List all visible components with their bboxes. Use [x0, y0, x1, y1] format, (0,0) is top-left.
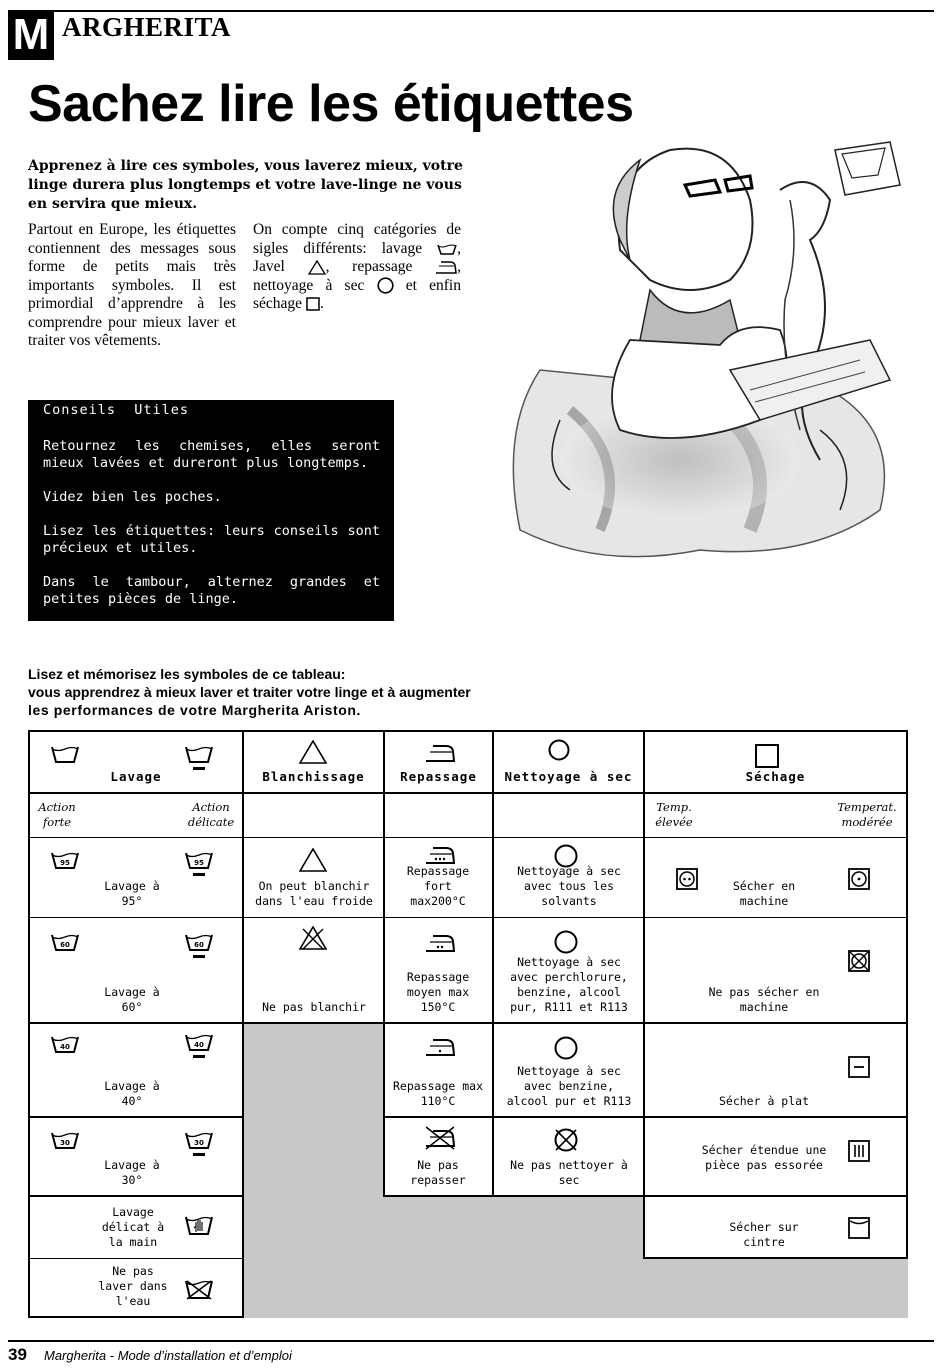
svg-text:95: 95	[60, 859, 70, 867]
no-dryclean-icon	[552, 1126, 580, 1154]
sechage-5-label: Sécher sur cintre	[729, 1220, 799, 1249]
body-column-2	[253, 221, 461, 314]
dryclean-benzine-icon	[554, 1036, 578, 1060]
dry-flat-icon	[848, 1056, 870, 1078]
wash-30-icon	[50, 1130, 80, 1150]
wash-60-delicate-icon	[184, 932, 214, 962]
iron-low-icon	[425, 1038, 455, 1056]
header-lavage: Lavage	[110, 769, 162, 784]
lavage-95-label: Lavage à 95°	[104, 879, 160, 908]
sechage-3-label: Sécher à plat	[718, 1094, 809, 1108]
repassage-4-label: Ne pas repasser	[410, 1158, 466, 1187]
tip-item: Retournez les chemises, elles seront mieux lavées et dureront plus longtemps.	[43, 438, 380, 471]
tips-heading: Conseils Utiles	[43, 402, 190, 418]
subheader-temp-elevee: Temp. élevée	[655, 800, 693, 829]
wash-60-icon	[50, 932, 80, 952]
wash-95-delicate-icon	[184, 850, 214, 880]
no-tumble-dry-icon	[848, 950, 870, 972]
blanchissage-1-label: On peut blanchir dans l'eau froide	[255, 879, 373, 908]
wash-30-delicate-icon	[184, 1130, 214, 1160]
col2-text-2: , Javel	[253, 239, 461, 275]
caption-line: vous apprendrez à mieux laver et traiter votre linge et à augmenter	[28, 684, 471, 700]
nettoyage-1-label: Nettoyage à sec avec tous les solvants	[517, 864, 621, 908]
no-bleach-icon	[299, 926, 327, 950]
woman-laundry-illustration	[480, 130, 920, 570]
wash-40-delicate-icon	[184, 1032, 214, 1062]
body-column-1: Partout en Europe, les étiquettes contiennent des messages sous forme de petits mais très importants symboles. Il est primordial d’apprendre à les comprendre pour mieux laver et traiter vos vêtements.	[28, 221, 236, 349]
svg-text:30: 30	[194, 1139, 204, 1147]
repassage-1-label: Repassage fort max200°C	[406, 864, 470, 908]
do-not-wash-icon	[184, 1278, 214, 1300]
hand-wash-icon	[184, 1214, 214, 1236]
header-nettoyage: Nettoyage à sec	[504, 769, 633, 784]
no-iron-icon	[422, 1124, 458, 1150]
svg-text:40: 40	[60, 1043, 70, 1051]
subheader-temp-moderee: Temperat. modérée	[837, 800, 897, 829]
nettoyage-2-label: Nettoyage à sec avec perchlorure, benzine, alcool pur, R111 et R113	[510, 955, 628, 1014]
dryclean-circle-icon	[377, 277, 394, 294]
lavage-30-label: Lavage à 30°	[104, 1158, 160, 1187]
wash-95-icon	[50, 850, 80, 870]
dryclean-circle-icon	[548, 739, 570, 761]
dry-square-icon	[755, 744, 779, 768]
wash-40-icon	[50, 1034, 80, 1054]
empty-region	[243, 1023, 384, 1318]
dry-square-icon	[306, 297, 320, 311]
iron-icon	[435, 260, 457, 274]
caption-line: les performances de votre Margherita Ariston.	[28, 702, 362, 718]
sechage-4-label: Sécher étendue une pièce pas essorée	[701, 1143, 827, 1172]
footer-rule	[8, 1340, 934, 1342]
blanchissage-2-label: Ne pas blanchir	[262, 1000, 366, 1014]
intro-text: Apprenez à lire ces symboles, vous laverez mieux, votre linge durera plus longtemps et votre lave-linge ne vous en servira que mieux.	[28, 158, 463, 212]
iron-medium-icon	[425, 934, 455, 952]
sechage-2-label: Ne pas sécher en machine	[708, 985, 820, 1014]
care-symbols-table	[28, 730, 910, 1318]
col2-text-6: .	[319, 295, 324, 312]
tip-item: Dans le tambour, alternez grandes et petites pièces de linge.	[43, 574, 380, 607]
svg-text:30: 30	[60, 1139, 70, 1147]
iron-icon	[425, 744, 455, 762]
lavage-nepas-label: Ne pas laver dans l'eau	[98, 1264, 168, 1308]
col2-text-5: et enfin séchage	[253, 276, 461, 312]
tips-box	[28, 400, 394, 621]
header-repassage: Repassage	[400, 769, 477, 784]
svg-text:60: 60	[194, 941, 204, 949]
bleach-triangle-icon	[308, 260, 326, 275]
nettoyage-3-label: Nettoyage à sec avec benzine, alcool pur et R113	[506, 1064, 632, 1108]
dryclean-perchlorure-icon	[554, 930, 578, 954]
wash-tub-icon	[437, 243, 457, 255]
empty-region	[643, 1257, 908, 1318]
header-blanchissage: Blanchissage	[262, 769, 365, 784]
repassage-2-label: Repassage moyen max 150°C	[406, 970, 470, 1014]
col2-text-1: On compte cinq catégories de sigles différents: lavage	[253, 221, 461, 257]
drip-dry-icon	[848, 1140, 870, 1162]
empty-region	[383, 1195, 645, 1318]
lavage-main-label: Lavage délicat à la main	[101, 1205, 165, 1249]
subheader-action-forte: Action forte	[38, 800, 76, 829]
bleach-triangle-icon	[299, 848, 327, 872]
footer-text: Margherita - Mode d’installation et d’emploi	[44, 1348, 292, 1363]
svg-text:95: 95	[194, 859, 204, 867]
tip-item: Videz bien les poches.	[43, 489, 222, 505]
tumble-dry-high-icon	[676, 868, 698, 890]
bleach-triangle-icon	[299, 740, 327, 764]
page-title: Sachez lire les étiquettes	[28, 75, 634, 133]
svg-text:60: 60	[60, 941, 70, 949]
subheader-action-delicate: Action délicate	[187, 800, 235, 829]
tip-item: Lisez les étiquettes: leurs conseils sont précieux et utiles.	[43, 523, 380, 556]
sechage-1-label: Sécher en machine	[732, 879, 796, 908]
iron-high-icon	[425, 846, 455, 864]
page-number: 39	[8, 1345, 27, 1364]
col2-text-4: , nettoyage à sec	[253, 258, 462, 294]
header-sechage: Séchage	[745, 769, 806, 784]
brand-name: ARGHERITA	[62, 12, 232, 42]
nettoyage-4-label: Ne pas nettoyer à sec	[510, 1158, 628, 1187]
logo-letter: M	[8, 10, 54, 60]
caption-line: Lisez et mémorisez les symboles de ce tableau:	[28, 666, 346, 682]
lavage-60-label: Lavage à 60°	[104, 985, 160, 1014]
repassage-3-label: Repassage max 110°C	[392, 1079, 483, 1108]
svg-text:40: 40	[194, 1041, 204, 1049]
line-dry-icon	[848, 1217, 870, 1239]
lavage-40-label: Lavage à 40°	[104, 1079, 160, 1108]
wash-tub-icon	[50, 744, 80, 764]
table-caption	[28, 665, 628, 719]
col2-text-3: , repassage	[325, 258, 413, 275]
tumble-dry-low-icon	[848, 868, 870, 890]
